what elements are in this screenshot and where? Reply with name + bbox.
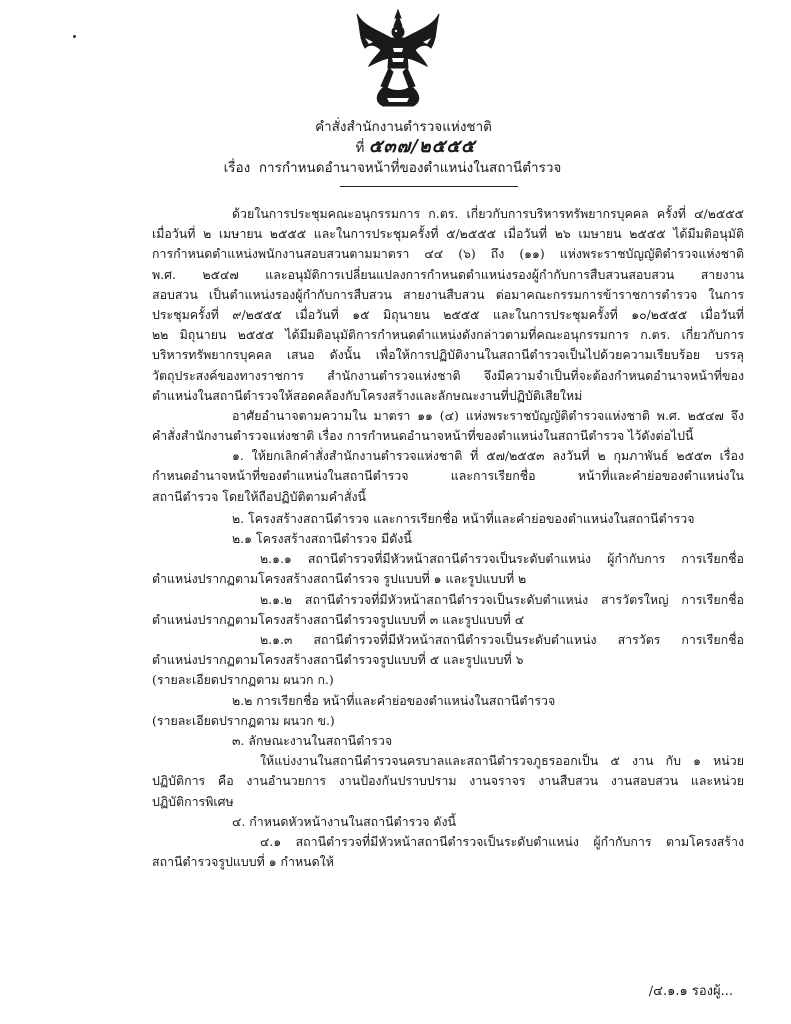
paragraph-line: ประชุมครั้งที่ ๙/๒๕๕๕ เมื่อวันที่ ๑๕ มิถุนายน ๒๕๕๕ และในการประชุมครั้งที่ ๑๐/๒๕๕๕ เมื่อวันที่ <box>152 306 744 322</box>
paragraph-line: อาศัยอำนาจตามความใน มาตรา ๑๑ (๔) แห่งพระราชบัญญัติตำรวจแห่งชาติ พ.ศ. ๒๕๔๗ จึง <box>232 407 744 423</box>
clause-2-1-3-line: (รายละเอียดปรากฏตาม ผนวก ก.) <box>152 672 334 688</box>
clause-4-1-line: สถานีตำรวจรูปแบบที่ ๑ กำหนดให้ <box>152 854 334 870</box>
clause-3-line: ปฏิบัติการพิเศษ <box>152 793 234 809</box>
paragraph-line: คำสั่งสำนักงานตำรวจแห่งชาติ เรื่อง การกำหนดอำนาจหน้าที่ของตำแหน่งในสถานีตำรวจ ไว้ดังต่อไปนี้ <box>152 428 694 444</box>
header-divider <box>340 186 518 187</box>
clause-4-1-line: ๔.๑ สถานีตำรวจที่มีหัวหน้าสถานีตำรวจเป็นระดับตำแหน่ง ผู้กำกับการ ตามโครงสร้าง <box>260 834 744 850</box>
clause-1-line: สถานีตำรวจ โดยให้ถือปฏิบัติตามคำสั่งนี้ <box>152 488 367 504</box>
clause-4-heading: ๔. กำหนดหัวหน้างานในสถานีตำรวจ ดังนี้ <box>232 813 456 829</box>
clause-2-1-3-line: ๒.๑.๓ สถานีตำรวจที่มีหัวหน้าสถานีตำรวจเป็นระดับตำแหน่ง สารวัตร การเรียกชื่อ <box>260 632 744 648</box>
clause-2-1-1-line: ตำแหน่งปรากฏตามโครงสร้างสถานีตำรวจ รูปแบบที่ ๑ และรูปแบบที่ ๒ <box>152 571 527 587</box>
paragraph-line: บริหารทรัพยากรบุคคล เสนอ ดังนั้น เพื่อให้การปฏิบัติงานในสถานีตำรวจเป็นไปด้วยความเรียบร้อย บรรลุ <box>152 347 744 363</box>
paragraph-line: เมื่อวันที่ ๒ เมษายน ๒๕๕๕ และในการประชุมครั้งที่ ๕/๒๕๕๕ เมื่อวันที่ ๒๖ เมษายน ๒๕๕๕ ได้มีมติอนุมัติ <box>152 226 744 242</box>
clause-2-1-2-line: ตำแหน่งปรากฏตามโครงสร้างสถานีตำรวจรูปแบบที่ ๓ และรูปแบบที่ ๔ <box>152 611 525 627</box>
garuda-emblem-icon <box>355 8 441 108</box>
scan-speck <box>73 35 76 38</box>
subject-text: การกำหนดอำนาจหน้าที่ของตำแหน่งในสถานีตำรวจ <box>258 160 562 176</box>
paragraph-line: ตำแหน่งในสถานีตำรวจให้สอดคล้องกับโครงสร้างและลักษณะงานที่ปฏิบัติเสียใหม่ <box>152 387 583 403</box>
order-number-value: ๕๓๗/๒๕๕๕ <box>368 136 476 157</box>
clause-2-1-heading: ๒.๑ โครงสร้างสถานีตำรวจ มีดังนี้ <box>232 531 412 547</box>
clause-2-1-1-line: ๒.๑.๑ สถานีตำรวจที่มีหัวหน้าสถานีตำรวจเป็นระดับตำแหน่ง ผู้กำกับการ การเรียกชื่อ <box>260 551 744 567</box>
clause-1-line: ๑. ให้ยกเลิกคำสั่งสำนักงานตำรวจแห่งชาติ ที่ ๕๗/๒๕๕๓ ลงวันที่ ๒ กุมภาพันธ์ ๒๕๕๓ เรื่อง <box>232 448 744 464</box>
paragraph-line: ๒๒ มิถุนายน ๒๕๕๕ ได้มีมติอนุมัติการกำหนดตำแหน่งดังกล่าวตามที่คณะอนุกรรมการ ก.ตร. เกี่ยวกับการ <box>152 327 744 343</box>
clause-3-line: ให้แบ่งงานในสถานีตำรวจนครบาลและสถานีตำรวจภูธรออกเป็น ๕ งาน กับ ๑ หน่วย <box>260 753 744 769</box>
paragraph-line: วัตถุประสงค์ของทางราชการ สำนักงานตำรวจแห่งชาติ จึงมีความจำเป็นที่จะต้องกำหนดอำนาจหน้าที่ของ <box>152 367 744 383</box>
paragraph-line: การกำหนดตำแหน่งพนักงานสอบสวนตามมาตรา ๔๔ (๖) ถึง (๑๑) แห่งพระราชบัญญัติตำรวจแห่งชาติ <box>152 246 744 262</box>
clause-3-heading: ๓. ลักษณะงานในสถานีตำรวจ <box>232 733 393 749</box>
clause-1-line: กำหนดอำนาจหน้าที่ของตำแหน่งในสถานีตำรวจ และการเรียกชื่อ หน้าที่และคำย่อของตำแหน่งใน <box>152 468 744 484</box>
clause-2-1-2-line: ๒.๑.๒ สถานีตำรวจที่มีหัวหน้าสถานีตำรวจเป็นระดับตำแหน่ง สารวัตรใหญ่ การเรียกชื่อ <box>260 591 744 607</box>
clause-2-heading: ๒. โครงสร้างสถานีตำรวจ และการเรียกชื่อ หน้าที่และคำย่อของตำแหน่งในสถานีตำรวจ <box>232 510 695 526</box>
clause-3-line: ปฏิบัติการ คือ งานอำนวยการ งานป้องกันปราบปราม งานจราจร งานสืบสวน งานสอบสวน และหน่วย <box>152 773 744 789</box>
subject-label: เรื่อง <box>223 160 251 176</box>
order-subject <box>0 159 788 177</box>
paragraph-line: พ.ศ. ๒๕๔๗ และอนุมัติการเปลี่ยนแปลงการกำหนดตำแหน่งรองผู้กำกับการสืบสวนสอบสวน สายงาน <box>152 266 744 282</box>
paragraph-line: สอบสวน เป็นตำแหน่งรองผู้กำกับการสืบสวน สายงานสืบสวน ต่อมาคณะกรรมการข้าราชการตำรวจ ในการ <box>152 286 744 302</box>
clause-2-2-line: (รายละเอียดปรากฏตาม ผนวก ข.) <box>152 712 335 728</box>
paragraph-line: ด้วยในการประชุมคณะอนุกรรมการ ก.ตร. เกี่ยวกับการบริหารทรัพยากรบุคคล ครั้งที่ ๔/๒๕๕๕ <box>232 206 744 221</box>
order-office: คำสั่งสำนักงานตำรวจแห่งชาติ <box>315 119 492 135</box>
order-number-prefix: ที่ <box>355 140 365 156</box>
document-body <box>152 204 744 872</box>
clause-2-1-3-line: ตำแหน่งปรากฏตามโครงสร้างสถานีตำรวจรูปแบบที่ ๕ และรูปแบบที่ ๖ <box>152 652 524 668</box>
clause-2-2-heading: ๒.๒ การเรียกชื่อ หน้าที่และคำย่อของตำแหน่งในสถานีตำรวจ <box>232 692 556 708</box>
order-number <box>20 138 791 157</box>
page-continuation: /๔.๑.๑ รองผู้... <box>648 984 733 999</box>
